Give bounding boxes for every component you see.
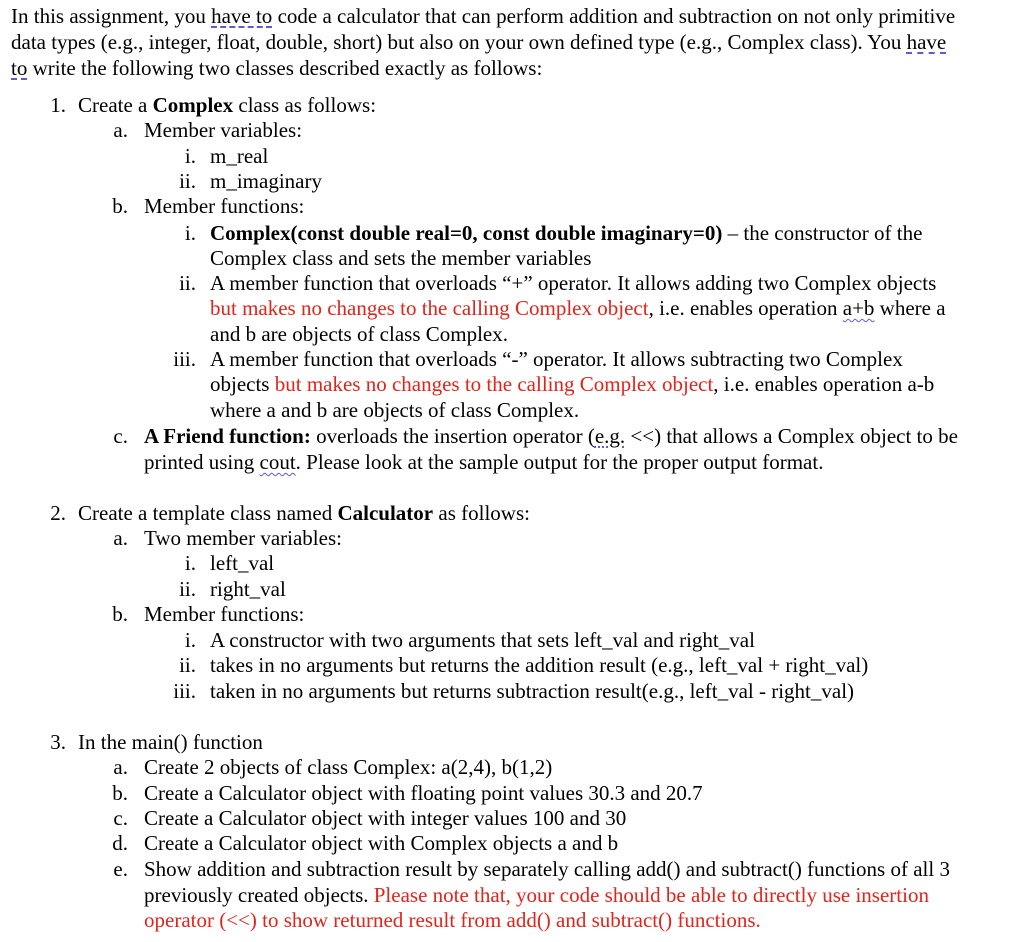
list-roman: i. xyxy=(184,551,196,575)
list-item: A constructor with two arguments that sets left_val and right_val xyxy=(210,628,755,652)
plus-operator-description: A member function that overloads “+” operator. It allows adding two Complex objects xyxy=(210,271,937,295)
intro-line-1: In this assignment, you have to code a calculator that can perform addition and subtraction on not only primitive xyxy=(11,4,956,28)
list-item-continued: objects but makes no changes to the calling Complex object, i.e. enables operation a-b xyxy=(210,372,935,396)
list-item: takes in no arguments but returns the addition result (e.g., left_val + right_val) xyxy=(210,653,869,677)
highlighted-note: Please note that, your code should be able to directly use insertion xyxy=(373,883,929,907)
list-letter: a. xyxy=(113,526,128,550)
list-item-continued: printed using cout. Please look at the sample output for the proper output format. xyxy=(144,450,824,474)
list-item: Create a Calculator object with floating point values 30.3 and 20.7 xyxy=(144,781,703,805)
list-item: Create a Calculator object with Complex objects a and b xyxy=(144,831,619,855)
list-item: m_real xyxy=(210,144,269,168)
list-letter: e. xyxy=(113,857,128,881)
list-item: right_val xyxy=(210,577,286,601)
list-roman: iii. xyxy=(173,679,196,703)
minus-operator-description: A member function that overloads “-” operator. It allows subtracting two Complex xyxy=(210,347,903,371)
list-item-continued: and b are objects of class Complex. xyxy=(210,322,508,346)
section-3-heading: In the main() function xyxy=(78,730,263,754)
list-item-continued: but makes no changes to the calling Complex object, i.e. enables operation a+b where a xyxy=(210,296,946,320)
list-roman: i. xyxy=(184,628,196,652)
list-item: left_val xyxy=(210,551,275,575)
constructor-description: Complex(const double real=0, const double imaginary=0) – the constructor of the xyxy=(210,221,923,245)
list-letter: a. xyxy=(113,755,128,779)
spelling-flag-cout: cout xyxy=(259,450,296,474)
list-roman: i. xyxy=(184,221,196,245)
intro-line-3: to write the following two classes described exactly as follows: xyxy=(11,56,543,80)
list-item-continued xyxy=(144,908,761,933)
friend-function-description: A Friend function: overloads the insertion operator (e.g. <<) that allows a Complex object to be xyxy=(144,424,958,448)
list-roman: ii. xyxy=(179,271,196,295)
intro-line-2: data types (e.g., integer, float, double, short) but also on your own defined type (e.g., Complex class). You have xyxy=(11,30,947,54)
highlighted-note: but makes no changes to the calling Complex object xyxy=(274,372,714,396)
section-1-heading: Create a Complex class as follows: xyxy=(78,93,377,117)
list-item-continued: where a and b are objects of class Complex. xyxy=(210,398,580,422)
list-item: Show addition and subtraction result by separately calling add() and subtract() functions of all 3 xyxy=(144,857,950,881)
grammar-flag-have-to: have to xyxy=(211,4,273,28)
list-number: 3. xyxy=(50,730,66,754)
list-letter: b. xyxy=(112,194,128,218)
list-letter: d. xyxy=(112,831,128,855)
list-letter: a. xyxy=(113,118,128,142)
grammar-flag-eg: e.g. xyxy=(594,424,626,448)
list-item: Create a Calculator object with integer values 100 and 30 xyxy=(144,806,627,830)
list-item: Two member variables: xyxy=(144,526,342,550)
grammar-flag-have: have xyxy=(906,30,947,54)
list-roman: ii. xyxy=(179,577,196,601)
list-number: 1. xyxy=(50,93,66,117)
list-roman: iii. xyxy=(173,347,196,371)
list-item: Create 2 objects of class Complex: a(2,4), b(1,2) xyxy=(144,755,553,779)
list-item: Member functions: xyxy=(144,602,305,626)
grammar-flag-to: to xyxy=(11,56,28,80)
list-item: m_imaginary xyxy=(210,169,322,193)
list-item: Member variables: xyxy=(144,118,303,142)
list-roman: ii. xyxy=(179,169,196,193)
list-item-continued: previously created objects. Please note that, your code should be able to directly use insertion xyxy=(144,883,929,907)
list-letter: b. xyxy=(112,602,128,626)
list-item: taken in no arguments but returns subtraction result(e.g., left_val - right_val) xyxy=(210,679,855,703)
list-roman: ii. xyxy=(179,653,196,677)
section-2-heading: Create a template class named Calculator as follows: xyxy=(78,501,530,525)
list-letter: b. xyxy=(112,781,128,805)
list-letter: c. xyxy=(113,806,128,830)
spelling-flag-a-plus-b: a+b xyxy=(842,296,875,320)
list-roman: i. xyxy=(184,144,196,168)
highlighted-note: operator (<<) to show returned result from add() and subtract() functions. xyxy=(144,908,761,932)
list-item: Member functions: xyxy=(144,194,305,218)
list-number: 2. xyxy=(50,501,66,525)
list-item-continued: Complex class and sets the member variables xyxy=(210,246,592,270)
list-letter: c. xyxy=(113,424,128,448)
highlighted-note: but makes no changes to the calling Complex object xyxy=(210,296,649,320)
